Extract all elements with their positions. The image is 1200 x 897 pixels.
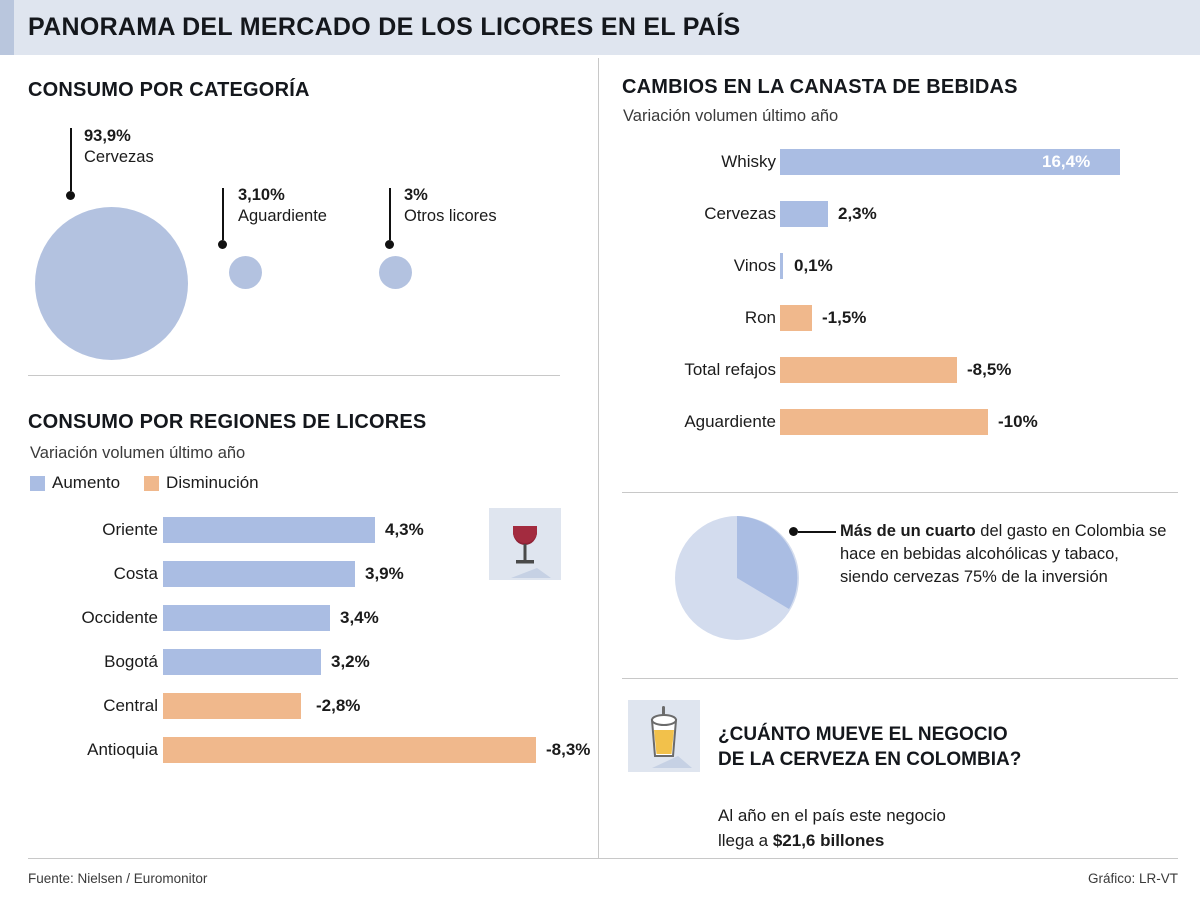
beer-text-amount: $21,6 billones bbox=[772, 831, 885, 850]
table-row bbox=[622, 136, 1178, 188]
bar-label-antioquia: Antioquia bbox=[87, 740, 158, 759]
bar-track-aguardiente bbox=[780, 409, 988, 435]
bar-bogota bbox=[163, 649, 321, 675]
column-divider bbox=[598, 58, 599, 858]
bar-label-aguardiente: Aguardiente bbox=[684, 412, 776, 431]
beer-text-line1: Al año en el país este negocio bbox=[718, 806, 946, 825]
bubble-otros-licores bbox=[379, 256, 412, 289]
bar-label-bogota: Bogotá bbox=[104, 652, 158, 671]
section-title-categoria: CONSUMO POR CATEGORÍA bbox=[28, 79, 310, 101]
bar-label-ron: Ron bbox=[744, 308, 776, 327]
bubble-dot-otros bbox=[385, 240, 394, 249]
bar-value-cervezas: 2,3% bbox=[838, 204, 877, 223]
left-section-divider bbox=[28, 375, 560, 376]
bar-costa bbox=[163, 561, 355, 587]
bar-value-ron: -1,5% bbox=[822, 308, 867, 327]
bar-label-vinos: Vinos bbox=[733, 256, 776, 275]
bar-cervezas bbox=[780, 201, 828, 227]
beer-text-line2 bbox=[718, 828, 946, 853]
footer-divider bbox=[28, 858, 1178, 859]
legend-swatch-aumento bbox=[30, 476, 45, 491]
table-row bbox=[28, 640, 568, 684]
pie-callout-dot bbox=[789, 527, 798, 536]
bar-vinos bbox=[780, 253, 783, 279]
bar-antioquia bbox=[163, 737, 536, 763]
table-row bbox=[28, 596, 568, 640]
legend-label-disminucion: Disminución bbox=[166, 473, 259, 492]
bar-value-occidente: 3,4% bbox=[340, 608, 379, 627]
bar-central bbox=[163, 693, 301, 719]
bubble-value-otros: 3% bbox=[404, 186, 428, 204]
bubble-label-otros-licores bbox=[404, 185, 497, 227]
beer-text-line2-pre: llega a bbox=[718, 831, 773, 850]
bar-aguardiente bbox=[780, 409, 988, 435]
bubble-name-otros: Otros licores bbox=[404, 207, 497, 225]
table-row bbox=[622, 396, 1178, 448]
bar-track-cervezas bbox=[780, 201, 828, 227]
bubble-leader-aguardiente bbox=[222, 188, 224, 240]
bubble-name-cervezas: Cervezas bbox=[84, 148, 154, 166]
pie-note-rest: del gasto en Colombia se hace en bebidas alcohólicas y tabaco, siendo cervezas 75% de la inversión bbox=[840, 522, 1167, 586]
header-accent-block bbox=[0, 0, 14, 55]
footer-source: Fuente: Nielsen / Euromonitor bbox=[28, 871, 208, 886]
beer-title-line2: DE LA CERVEZA EN COLOMBIA? bbox=[718, 749, 1022, 770]
bar-oriente bbox=[163, 517, 375, 543]
bubble-aguardiente bbox=[229, 256, 262, 289]
bar-track-costa bbox=[163, 561, 355, 587]
bubble-leader-cervezas bbox=[70, 128, 72, 191]
table-row bbox=[28, 684, 568, 728]
legend-swatch-disminucion bbox=[144, 476, 159, 491]
legend-label-aumento: Aumento bbox=[52, 473, 121, 492]
right-divider-2 bbox=[622, 678, 1178, 679]
section-subtitle-regiones: Variación volumen último año bbox=[30, 444, 246, 462]
bar-value-antioquia: -8,3% bbox=[546, 740, 591, 759]
table-row bbox=[622, 292, 1178, 344]
bar-value-vinos: 0,1% bbox=[794, 256, 833, 275]
bar-label-cervezas: Cervezas bbox=[704, 204, 776, 223]
bar-chart-canasta bbox=[622, 136, 1178, 448]
bubble-dot-cervezas bbox=[66, 191, 75, 200]
pie-callout-line bbox=[798, 531, 836, 533]
table-row bbox=[622, 188, 1178, 240]
bar-chart-regiones bbox=[28, 508, 591, 772]
bar-track-occidente bbox=[163, 605, 330, 631]
bar-track-vinos bbox=[780, 253, 783, 279]
pie-chart-gasto bbox=[672, 513, 802, 648]
bar-track-ron bbox=[780, 305, 812, 331]
bubble-cervezas bbox=[35, 207, 188, 360]
bar-label-total-refajos: Total refajos bbox=[684, 360, 776, 379]
footer-credit: Gráfico: LR-VT bbox=[1087, 871, 1178, 886]
bubble-label-cervezas bbox=[84, 126, 154, 168]
legend-item-aumento bbox=[30, 473, 120, 493]
bubble-name-aguardiente: Aguardiente bbox=[238, 207, 327, 225]
bar-occidente bbox=[163, 605, 330, 631]
bar-value-central: -2,8% bbox=[316, 696, 361, 715]
bar-track-central bbox=[163, 693, 301, 719]
bar-track-total-refajos bbox=[780, 357, 957, 383]
table-row bbox=[622, 240, 1178, 292]
bubble-label-aguardiente bbox=[238, 185, 327, 227]
bar-total-refajos bbox=[780, 357, 957, 383]
pie-note-strong: Más de un cuarto bbox=[840, 522, 976, 540]
section-title-regiones: CONSUMO POR REGIONES DE LICORES bbox=[28, 411, 427, 433]
bar-ron bbox=[780, 305, 812, 331]
bubble-value-aguardiente: 3,10% bbox=[238, 186, 285, 204]
bar-label-whisky: Whisky bbox=[721, 152, 776, 171]
beer-section-text bbox=[718, 803, 946, 853]
bubble-leader-otros bbox=[389, 188, 391, 240]
table-row bbox=[28, 508, 568, 552]
bubble-dot-aguardiente bbox=[218, 240, 227, 249]
bar-value-total-refajos: -8,5% bbox=[967, 360, 1012, 379]
pie-note-text bbox=[840, 520, 1170, 589]
bar-track-bogota bbox=[163, 649, 321, 675]
bar-track-oriente bbox=[163, 517, 375, 543]
table-row bbox=[28, 728, 591, 772]
table-row bbox=[622, 344, 1178, 396]
table-row bbox=[28, 552, 568, 596]
bar-label-oriente: Oriente bbox=[102, 520, 158, 539]
bubble-value-cervezas: 93,9% bbox=[84, 127, 131, 145]
bar-track-antioquia bbox=[163, 737, 536, 763]
beer-title-line1: ¿CUÁNTO MUEVE EL NEGOCIO bbox=[718, 724, 1008, 745]
legend-regiones bbox=[30, 473, 275, 493]
legend-item-disminucion bbox=[144, 473, 259, 493]
bar-value-costa: 3,9% bbox=[365, 564, 404, 583]
right-divider-1 bbox=[622, 492, 1178, 493]
page-title: PANORAMA DEL MERCADO DE LOS LICORES EN EL PAÍS bbox=[28, 13, 741, 41]
bar-value-aguardiente: -10% bbox=[998, 412, 1038, 431]
bar-value-bogota: 3,2% bbox=[331, 652, 370, 671]
header-bar bbox=[0, 0, 1200, 55]
beer-section-title bbox=[718, 722, 1021, 772]
bar-label-central: Central bbox=[103, 696, 158, 715]
bar-value-whisky: 16,4% bbox=[1042, 152, 1091, 171]
bar-value-oriente: 4,3% bbox=[385, 520, 424, 539]
section-subtitle-canasta: Variación volumen último año bbox=[623, 107, 839, 125]
section-title-canasta: CAMBIOS EN LA CANASTA DE BEBIDAS bbox=[622, 76, 1018, 98]
bar-label-occidente: Occidente bbox=[81, 608, 158, 627]
bar-label-costa: Costa bbox=[113, 564, 158, 583]
beer-cup-icon bbox=[628, 700, 700, 772]
